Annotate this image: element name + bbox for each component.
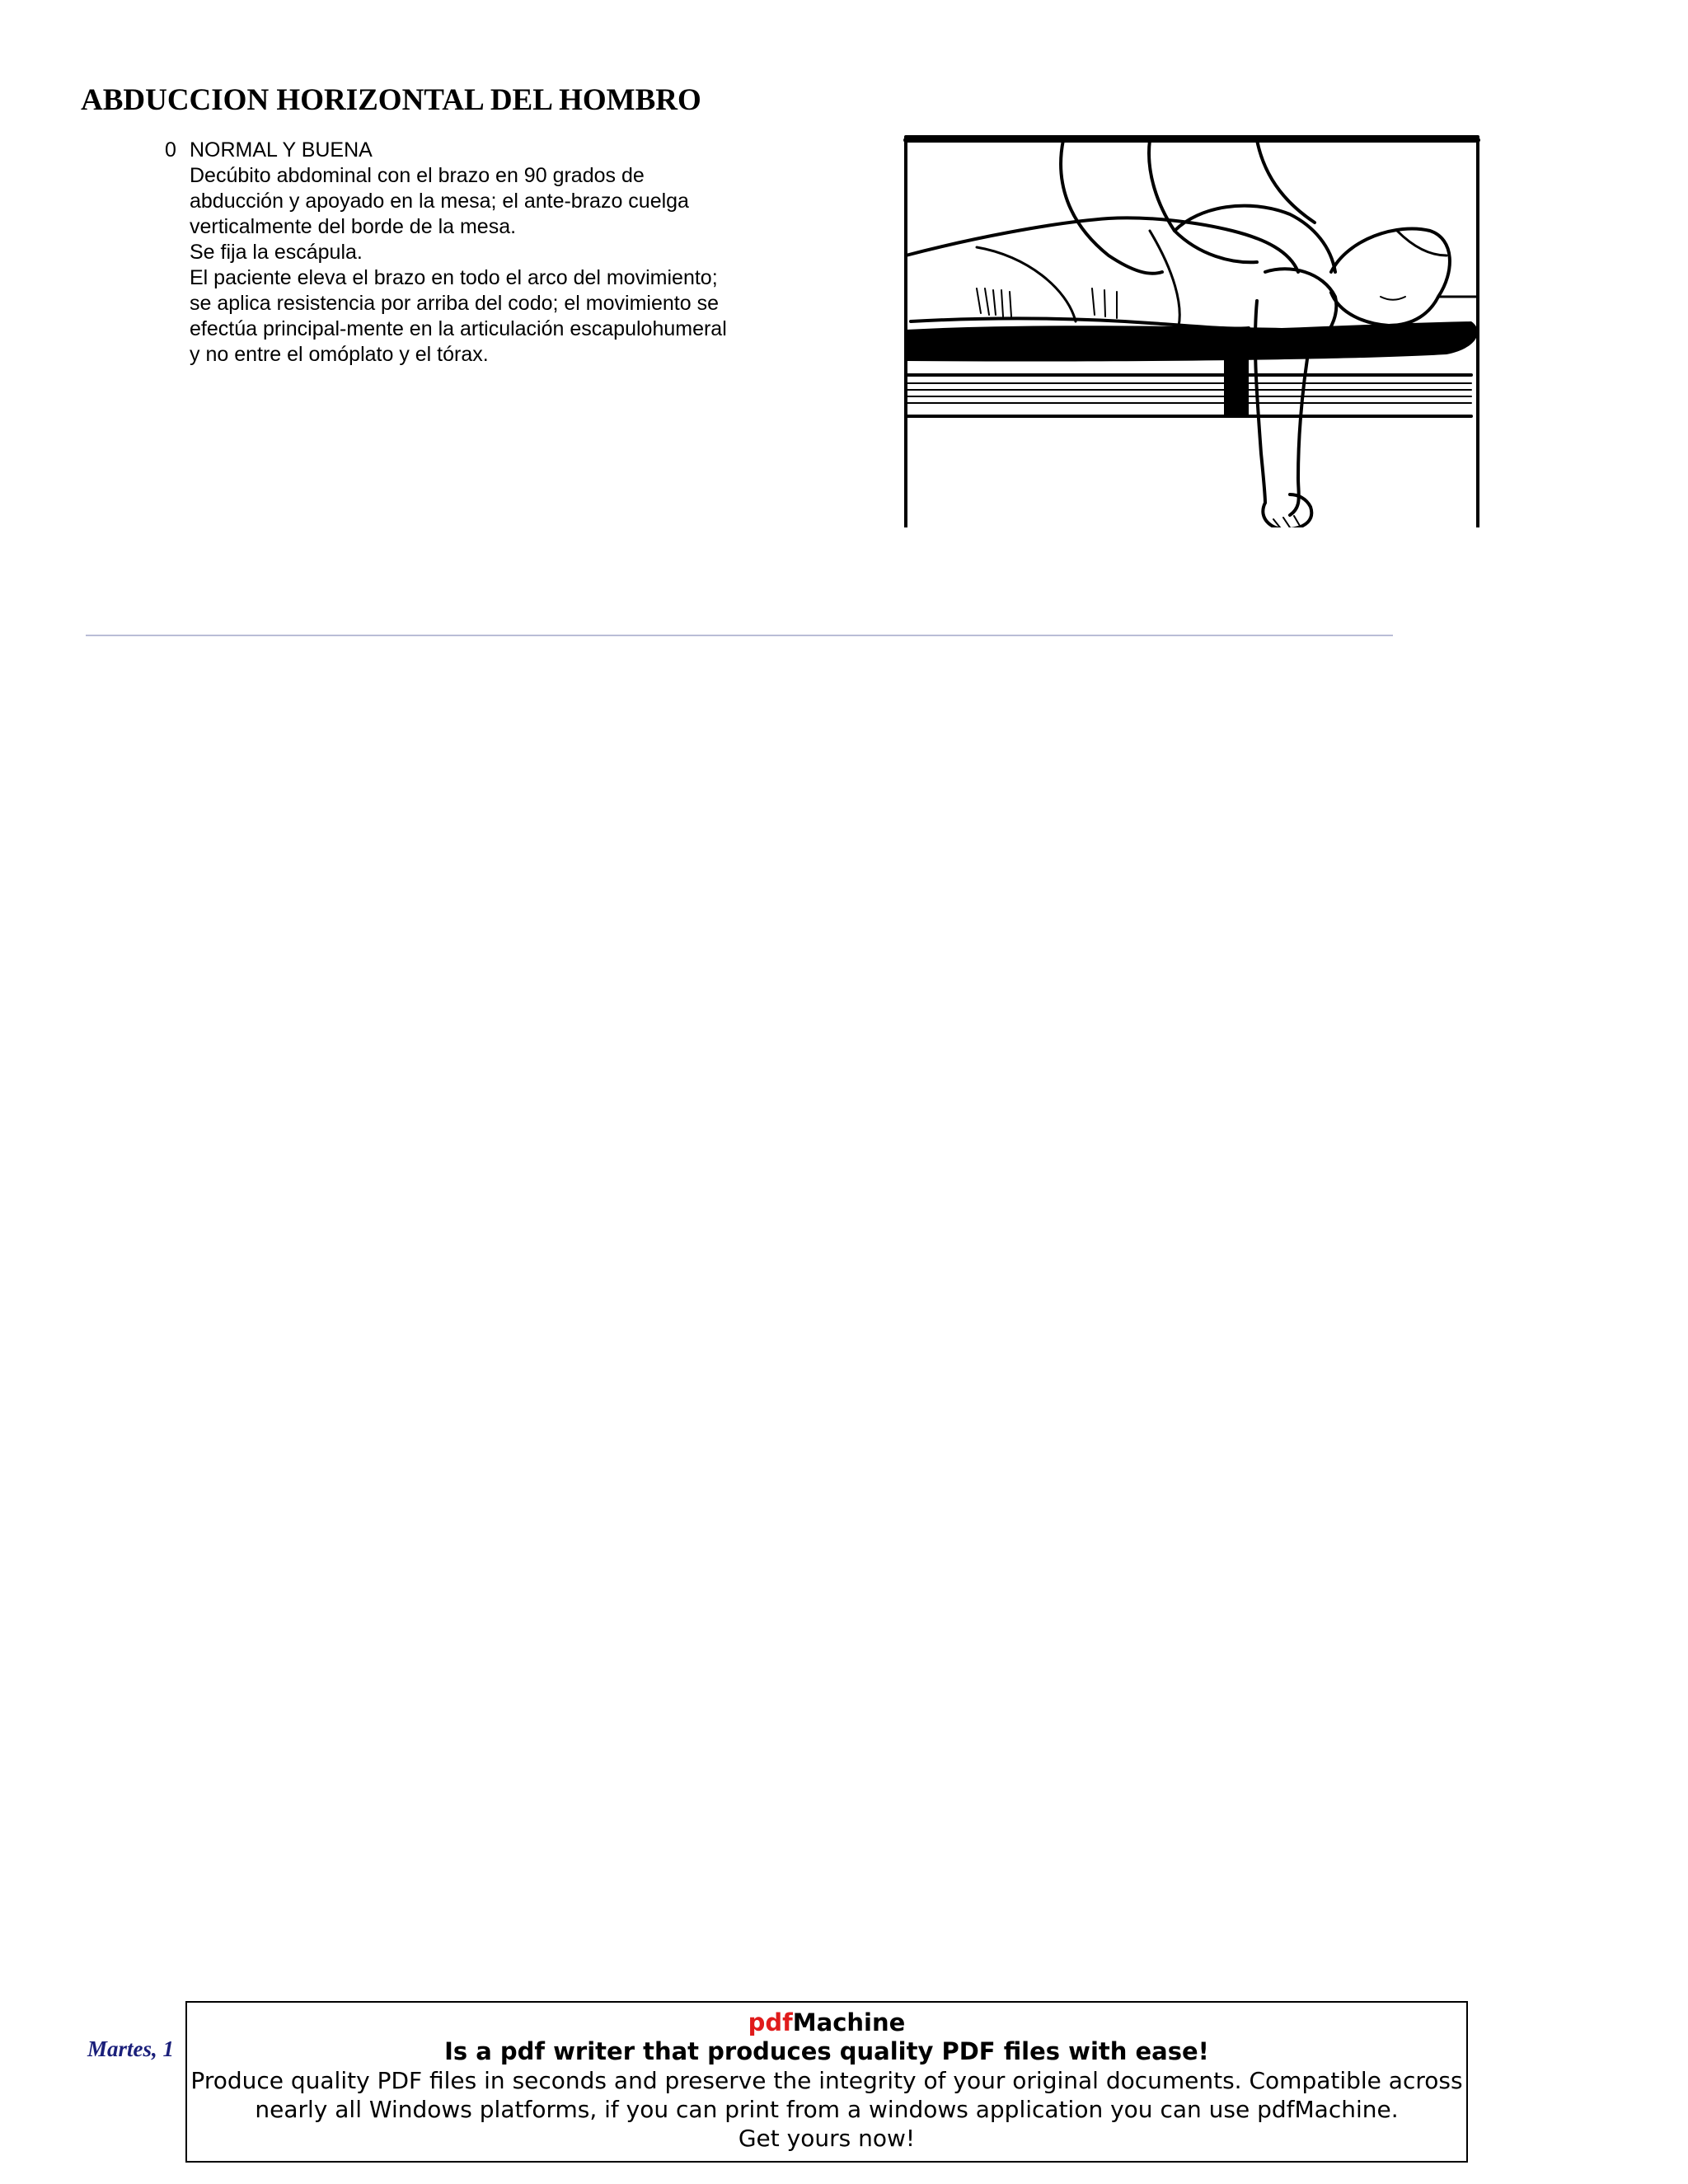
patient-exam-illustration [903,132,1496,527]
description-line: verticalmente del borde de la mesa. [190,215,517,238]
page-title: ABDUCCION HORIZONTAL DEL HOMBRO [81,83,701,117]
ad-headline: Is a pdf writer that produces quality PDF files with ease! [444,2037,1209,2065]
grade-number: 0 [165,138,176,162]
description-line: se aplica resistencia por arriba del codo; el movimiento se [190,292,719,315]
ad-body-line: nearly all Windows platforms, if you can print from a windows application you can use pdfMachine. [255,2096,1399,2123]
description-line: Decúbito abdominal con el brazo en 90 grados de [190,164,645,187]
grade-description [190,138,783,368]
ad-body-line: Produce quality PDF files in seconds and preserve the integrity of your original documents. Compatible across [190,2067,1463,2094]
horizontal-divider [86,635,1393,636]
ad-brand [187,2008,1466,2037]
description-line: El paciente eleva el brazo en todo el arco del movimiento; [190,266,718,289]
description-line: Se fija la escápula. [190,241,363,264]
description-line: y no entre el omóplato y el tórax. [190,343,489,366]
brand-suffix: Machine [792,2008,906,2036]
description-line: abducción y apoyado en la mesa; el ante-brazo cuelga [190,190,689,213]
description-line: efectúa principal-mente en la articulación escapulohumeral [190,317,727,340]
ad-cta[interactable]: Get yours now! [738,2125,916,2152]
footer-date: Martes, 1 [87,2036,175,2061]
grade-name: NORMAL Y BUENA [190,138,373,162]
brand-prefix: pdf [748,2008,793,2036]
pdfmachine-ad-banner[interactable] [185,2001,1468,2163]
